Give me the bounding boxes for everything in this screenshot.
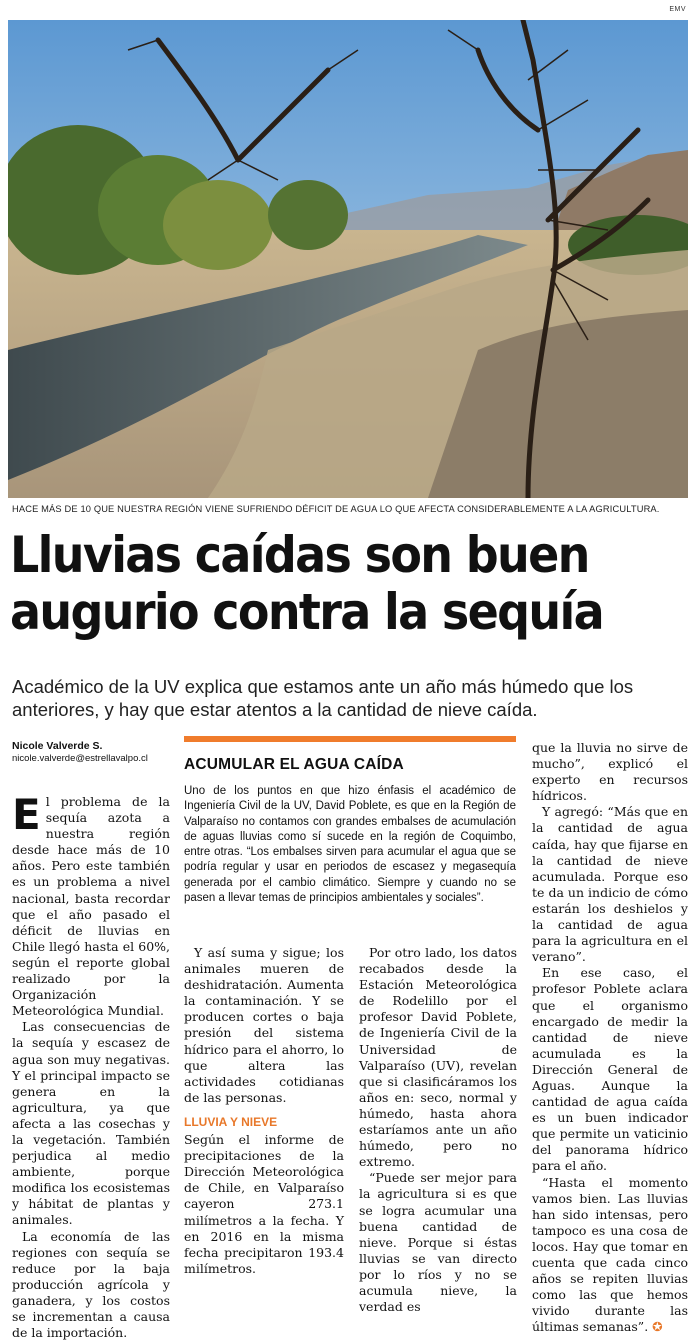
article-column-1 bbox=[12, 790, 170, 1341]
river-photo bbox=[8, 20, 688, 498]
article-column-3 bbox=[359, 945, 517, 1315]
article-paragraph: “Puede ser mejor para la agricultura si es que se logra acumular una buena cantidad de nieve. Porque si éstas lluvias se van directo por lo ríos y no se acumula nieve, la verdad es bbox=[359, 1170, 517, 1315]
article-paragraph: Y así suma y sigue; los animales mueren de deshidratación. Aumenta la contaminación. Y se producen cortes o baja presión del sistema hídrico para el ahorro, lo que altera las actividades cotidianas de las personas. bbox=[184, 945, 344, 1105]
article-paragraph: Y agregó: “Más que en la cantidad de agua caída, hay que fijarse en la cantidad de nieve acumulada. Porque eso te da un indicio de cómo estarán los deshielos y la cantidad de agua para la agricultura en el verano”. bbox=[532, 804, 688, 965]
byline-author: Nicole Valverde S. bbox=[12, 740, 103, 752]
byline bbox=[12, 740, 148, 764]
article-paragraph: Según el informe de precipitaciones de la Dirección Meteorológica de Chile, en Valparaíso cayeron 273.1 milímetros a la fecha. Y en 2016 en la misma fecha precipitaron 193.4 milímetros. bbox=[184, 1132, 344, 1276]
sidebar-body: Uno de los puntos en que hizo énfasis el académico de Ingeniería Civil de la UV, David Poblete, es que en la Región de Valparaíso no contamos con grandes embalses de acumulación de aguas lluvias como sí sucede en la región de Coquimbo, entre otras. “Los embalses sirven para acumular el agua que se podría regular y usar en periodos de escasez y megasequía generada por el cambio climático. Siempre y cuando no se pasen a llevar temas de principios ambientales y sociales”. bbox=[184, 785, 516, 905]
article-paragraph bbox=[12, 790, 170, 1019]
article-paragraph: que la lluvia no sirve de mucho”, explicó el experto en recursos hídricos. bbox=[532, 740, 688, 804]
byline-email[interactable]: nicole.valverde@estrellavalpo.cl bbox=[12, 753, 148, 764]
article-column-2 bbox=[184, 945, 344, 1277]
paragraph-text: l problema de la sequía azota a nuestra región desde hace más de 10 años. Pero este también es un problema a nivel nacional, basta recordar que el año pasado el déficit de lluvias en Chile llegó hasta el 60%, según el reporte global realizado por la Organización Meteorológica Mundial. bbox=[12, 794, 170, 1019]
article-paragraph: La economía de las regiones con sequía se reduce por la baja producción agrícola y ganadera, y los costos se incrementan a causa de la importación. bbox=[12, 1228, 170, 1341]
sidebar-box bbox=[184, 736, 516, 928]
river-photo-illustration bbox=[8, 20, 688, 498]
article-column-4 bbox=[532, 740, 688, 1335]
article-paragraph: En ese caso, el profesor Poblete aclara que el organismo encargado de medir la cantidad de nieve acumulada es la Dirección General de Aguas. Aunque la cantidad de agua caída es un buen indicador que permite un vaticinio del panorama hídrico para el año. bbox=[532, 965, 688, 1174]
photo-credit-tag: EMV bbox=[669, 6, 686, 13]
article-paragraph: Las consecuencias de la sequía y escasez de agua son muy negativas. Y el principal impacto se genera en la agricultura, ya que afecta a las cosechas y la vegetación. También perjudica al medio ambiente, porque modifica los ecosistemas y hábitat de plantas y animales. bbox=[12, 1019, 170, 1228]
headline: Lluvias caídas son buen augurio contra la sequía bbox=[10, 526, 604, 641]
paragraph-text: “Hasta el momento vamos bien. Las lluvias han sido intensas, pero tampoco es una cosa de locos. Hay que tomar en cuenta que cada cinco años se repiten lluvias como las que hemos vivido durante las últimas semanas”. bbox=[532, 1174, 688, 1335]
sidebar-accent-bar bbox=[184, 736, 516, 742]
lede: Académico de la UV explica que estamos ante un año más húmedo que los anteriores, y hay que estar atentos a la cantidad de nieve caída. bbox=[12, 676, 634, 720]
subhead: LLUVIA Y NIEVE bbox=[184, 1114, 278, 1129]
sidebar-title: ACUMULAR EL AGUA CAÍDA bbox=[184, 756, 404, 773]
photo-caption: HACE MÁS DE 10 QUE NUESTRA REGIÓN VIENE SUFRIENDO DÉFICIT DE AGUA LO QUE AFECTA CONSIDERABLEMENTE A LA AGRICULTURA. bbox=[12, 504, 660, 514]
article-paragraph: Por otro lado, los datos recabados desde la Estación Meteorológica de Rodelillo por el profesor David Poblete, de Ingeniería Civil de la Universidad de Valparaíso (UV), revelan que si clasificáramos los años en: seco, normal y húmedo, hasta ahora estaríamos ante un año húmedo, pero no extremo. bbox=[359, 945, 517, 1170]
drop-cap: E bbox=[12, 790, 41, 839]
article-paragraph bbox=[532, 1175, 688, 1336]
end-mark-icon: ✪ bbox=[652, 1319, 663, 1335]
